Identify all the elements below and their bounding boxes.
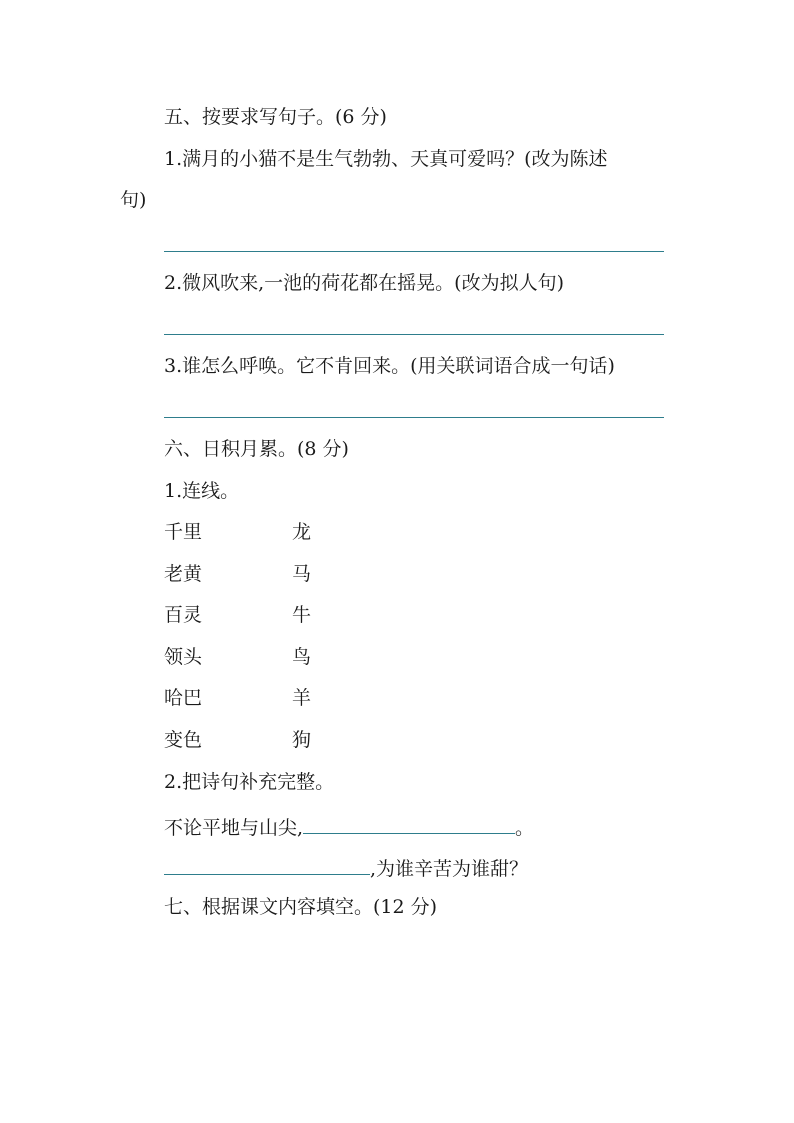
match-left-item[interactable]: 变色 xyxy=(164,729,203,751)
match-left-item[interactable]: 百灵 xyxy=(164,604,203,626)
match-right-item[interactable]: 羊 xyxy=(292,687,312,709)
question-1-line2: 句) xyxy=(120,189,147,211)
question-3: 3.谁怎么呼唤。它不肯回来。(用关联词语合成一句话) xyxy=(164,355,615,377)
match-right-item[interactable]: 狗 xyxy=(292,729,312,751)
match-right-item[interactable]: 鸟 xyxy=(292,646,312,668)
question-2: 2.微风吹来,一池的荷花都在摇晃。(改为拟人句) xyxy=(164,272,564,294)
match-left-item[interactable]: 老黄 xyxy=(164,563,203,585)
match-left-item[interactable]: 领头 xyxy=(164,646,203,668)
section6-heading: 六、日积月累。(8 分) xyxy=(164,438,349,460)
poem-line-2 xyxy=(164,856,528,879)
match-right-item[interactable]: 马 xyxy=(292,563,312,585)
section7-heading: 七、根据课文内容填空。(12 分) xyxy=(164,896,438,918)
poem-line-2-suffix: ,为谁辛苦为谁甜？ xyxy=(370,858,529,880)
match-left-item[interactable]: 哈巴 xyxy=(164,687,203,709)
question-1-line1: 1.满月的小猫不是生气勃勃、天真可爱吗？(改为陈述 xyxy=(164,148,608,170)
match-right-item[interactable]: 牛 xyxy=(292,604,312,626)
section5-heading: 五、按要求写句子。(6 分) xyxy=(164,106,387,128)
poem-line-1-prefix: 不论平地与山尖, xyxy=(164,817,304,839)
poem-blank-1[interactable] xyxy=(303,815,515,834)
sub-question-1: 1.连线。 xyxy=(164,480,240,502)
answer-line-2[interactable] xyxy=(164,334,664,335)
answer-line-1[interactable] xyxy=(164,251,664,252)
sub-question-2: 2.把诗句补充完整。 xyxy=(164,771,335,793)
match-left-item[interactable]: 千里 xyxy=(164,521,203,543)
poem-line-1-suffix: 。 xyxy=(515,817,535,839)
poem-blank-2[interactable] xyxy=(164,856,370,875)
poem-line-1 xyxy=(164,815,534,838)
answer-line-3[interactable] xyxy=(164,417,664,418)
match-right-item[interactable]: 龙 xyxy=(292,521,312,543)
